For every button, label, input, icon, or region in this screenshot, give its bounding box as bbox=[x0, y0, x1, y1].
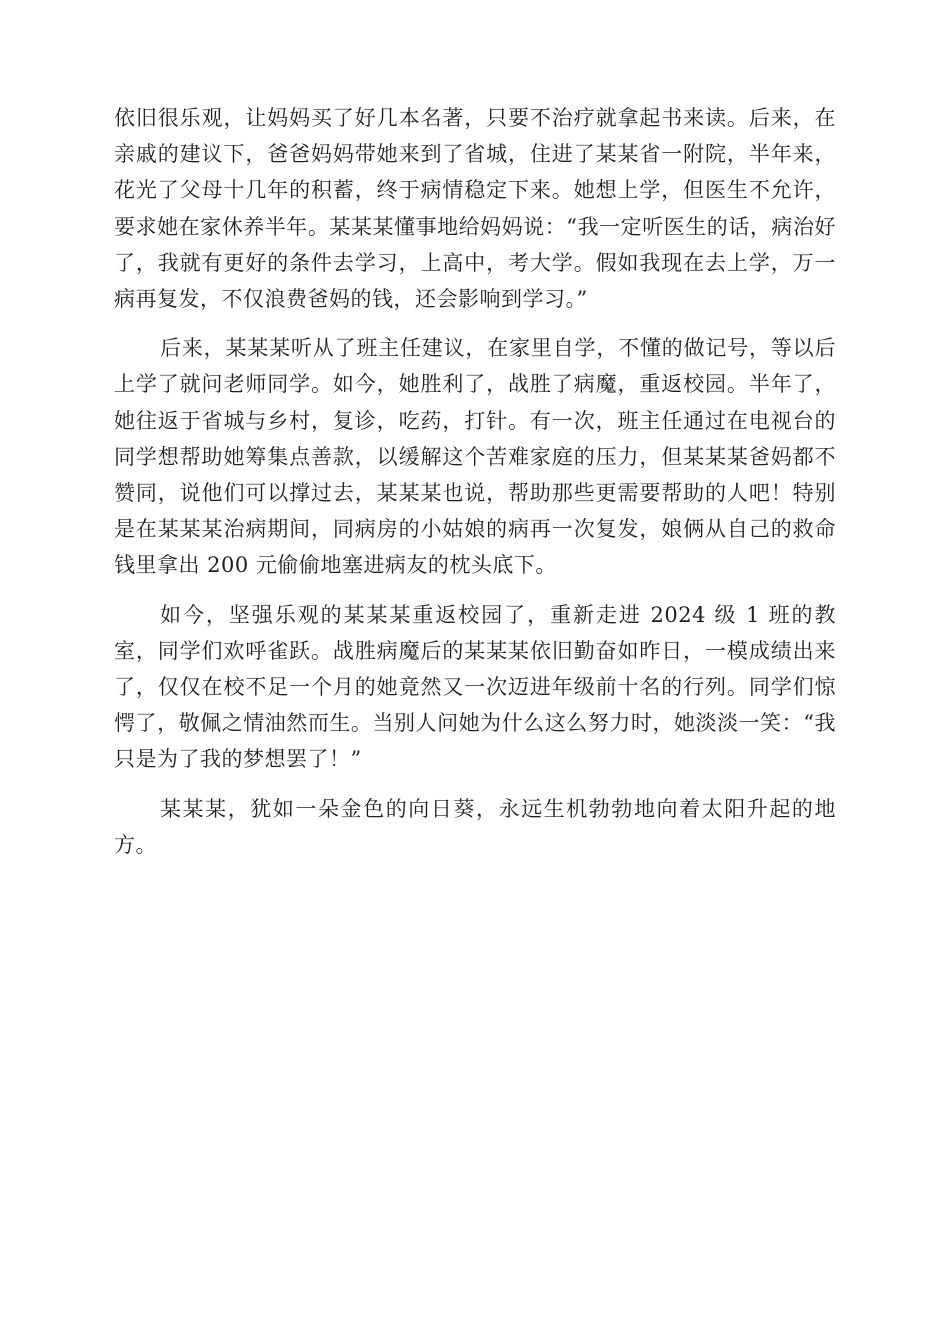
document-body bbox=[114, 100, 836, 863]
paragraph: 后来，某某某听从了班主任建议，在家里自学，不懂的做记号，等以后上学了就问老师同学。如今，她胜利了，战胜了病魔，重返校园。半年了，她往返于省城与乡村，复诊，吃药，打针。有一次，班主任通过在电视台的同学想帮助她筹集点善款，以缓解这个苦难家庭的压力，但某某某爸妈都不赞同，说他们可以撑过去，某某某也说，帮助那些更需要帮助的人吧！特别是在某某某治病期间，同病房的小姑娘的病再一次复发，娘俩从自己的救命钱里拿出 200 元偷偷地塞进病友的枕头底下。 bbox=[114, 336, 836, 578]
paragraph-continuation: 依旧很乐观，让妈妈买了好几本名著，只要不治疗就拿起书来读。后来，在亲戚的建议下，爸爸妈妈带她来到了省城，住进了某某省一附院，半年来，花光了父母十几年的积蓄，终于病情稳定下来。她想上学，但医生不允许，要求她在家休养半年。某某某懂事地给妈妈说：“我一定听医生的话，病治好了，我就有更好的条件去学习，上高中，考大学。假如我现在去上学，万一病再复发，不仅浪费爸妈的钱，还会影响到学习。” bbox=[114, 106, 836, 312]
paragraph-closing: 某某某，犹如一朵金色的向日葵，永远生机勃勃地向着太阳升起的地方。 bbox=[114, 796, 836, 857]
paragraph: 如今，坚强乐观的某某某重返校园了，重新走进 2024 级 1 班的教室，同学们欢呼雀跃。战胜病魔后的某某某依旧勤奋如昨日，一模成绩出来了，仅仅在校不足一个月的她竟然又一次迈进年级前十名的行列。同学们惊愕了，敬佩之情油然而生。当别人问她为什么这么努力时，她淡淡一笑：“我只是为了我的梦想罢了！” bbox=[114, 602, 836, 772]
